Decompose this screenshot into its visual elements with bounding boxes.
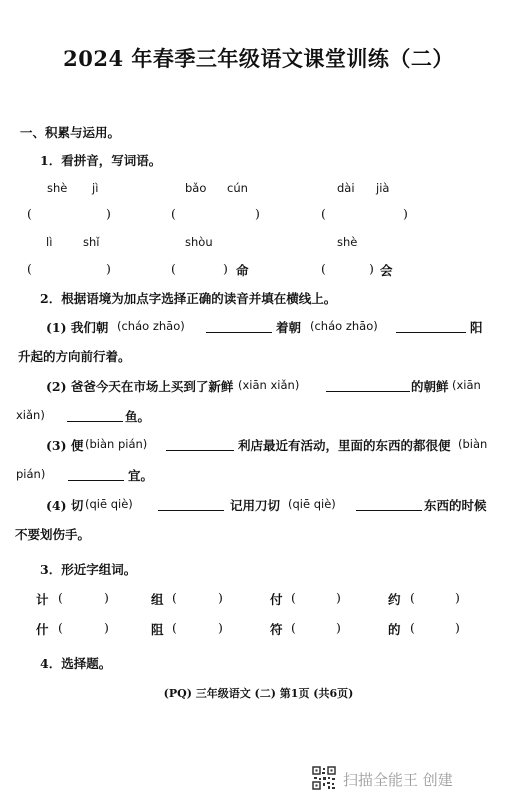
pinyin-options: (xiān xiǎn) (238, 378, 300, 392)
pinyin: shòu (185, 235, 213, 249)
answer-bracket-open: ( (171, 261, 176, 276)
pinyin-options: pián) (16, 467, 46, 481)
answer-paren-open: ( (410, 590, 415, 605)
suffix-char: 命 (236, 263, 249, 278)
similar-char: 组 (151, 592, 164, 607)
similar-char: 计 (36, 592, 49, 607)
pinyin: bǎo (185, 181, 207, 195)
page-footer: (PQ) 三年级语文 (二) 第1页 (共6页) (163, 687, 354, 700)
pinyin-options: (biàn pián) (85, 437, 148, 451)
q2-prompt: 2．根据语境为加点字选择正确的读音并填在横线上。 (40, 291, 337, 306)
q1-prompt: 1．看拼音，写词语。 (40, 153, 162, 168)
answer-paren-open: ( (172, 590, 177, 605)
pinyin: jì (92, 181, 99, 195)
answer-bracket-close: ) (223, 261, 228, 276)
pinyin: shǐ (83, 235, 100, 249)
sentence-text: (2) 爸爸今天在市场上买到了新鲜 (46, 379, 234, 394)
answer-paren-open: ( (58, 620, 63, 635)
qr-code-icon (312, 766, 336, 790)
answer-bracket-open: ( (321, 261, 326, 276)
answer-paren-open: ( (291, 590, 296, 605)
sentence-text: 利店最近有活动，里面的东西的都很便 (238, 438, 451, 453)
answer-bracket-close: ) (369, 261, 374, 276)
answer-paren-open: ( (58, 590, 63, 605)
answer-bracket-close: ) (403, 206, 408, 221)
pinyin: cún (227, 181, 248, 195)
answer-paren-close: ) (455, 590, 460, 605)
answer-bracket-open: ( (27, 261, 32, 276)
answer-bracket-close: ) (106, 206, 111, 221)
answer-paren-open: ( (410, 620, 415, 635)
watermark-text: 扫描全能王 创建 (343, 771, 453, 789)
answer-bracket-close: ) (255, 206, 260, 221)
pinyin-options: xiǎn) (16, 408, 45, 422)
pinyin: dài (337, 181, 355, 195)
sentence-text: (1) 我们朝 (46, 320, 109, 335)
sentence-text: 鱼。 (125, 409, 151, 424)
similar-char: 付 (270, 592, 283, 607)
answer-paren-close: ) (218, 620, 223, 635)
answer-paren-close: ) (336, 620, 341, 635)
sentence-text: (4) 切 (46, 498, 84, 513)
answer-bracket-open: ( (171, 206, 176, 221)
pinyin: lì (46, 235, 53, 249)
sentence-text: 宜。 (128, 468, 154, 483)
fill-blank[interactable] (158, 498, 224, 511)
sentence-text: (3) 便 (46, 438, 84, 453)
answer-bracket-open: ( (321, 206, 326, 221)
answer-bracket-open: ( (27, 206, 32, 221)
similar-char: 符 (270, 622, 283, 637)
pinyin-options: (qiē qiè) (85, 497, 133, 511)
answer-paren-open: ( (291, 620, 296, 635)
sentence-text: 记用刀切 (230, 498, 281, 513)
answer-paren-close: ) (455, 620, 460, 635)
pinyin: jià (376, 181, 390, 195)
answer-paren-close: ) (104, 590, 109, 605)
fill-blank[interactable] (326, 379, 410, 392)
q4-prompt: 4．选择题。 (40, 656, 112, 671)
sentence-text: 阳 (470, 320, 483, 335)
fill-blank[interactable] (67, 409, 123, 422)
pinyin-options: (xiān (452, 378, 481, 392)
pinyin-options: (cháo zhāo) (117, 319, 185, 333)
pinyin: shè (337, 235, 358, 249)
answer-bracket-close: ) (106, 261, 111, 276)
pinyin-options: (qiē qiè) (288, 497, 336, 511)
pinyin-options: (cháo zhāo) (310, 319, 378, 333)
sentence-text: 的朝鲜 (411, 379, 449, 394)
fill-blank[interactable] (68, 468, 124, 481)
pinyin-options: (biàn (458, 437, 488, 451)
answer-paren-open: ( (172, 620, 177, 635)
page-title: 2024 年春季三年级语文课堂训练（二） (63, 46, 454, 71)
fill-blank[interactable] (166, 438, 234, 451)
answer-paren-close: ) (218, 590, 223, 605)
fill-blank[interactable] (206, 320, 272, 333)
sentence-text: 不要划伤手。 (15, 527, 91, 542)
sentence-text: 东西的时候 (424, 498, 487, 513)
answer-paren-close: ) (336, 590, 341, 605)
similar-char: 的 (388, 622, 401, 637)
similar-char: 什 (36, 622, 49, 637)
fill-blank[interactable] (356, 498, 422, 511)
pinyin: shè (47, 181, 68, 195)
similar-char: 阻 (151, 622, 164, 637)
fill-blank[interactable] (396, 320, 466, 333)
answer-paren-close: ) (104, 620, 109, 635)
q3-prompt: 3．形近字组词。 (40, 562, 137, 577)
similar-char: 约 (388, 592, 401, 607)
sentence-text: 着朝 (276, 320, 302, 335)
section-heading: 一、积累与运用。 (20, 125, 121, 140)
suffix-char: 会 (380, 263, 393, 278)
sentence-text: 升起的方向前行着。 (18, 349, 131, 364)
